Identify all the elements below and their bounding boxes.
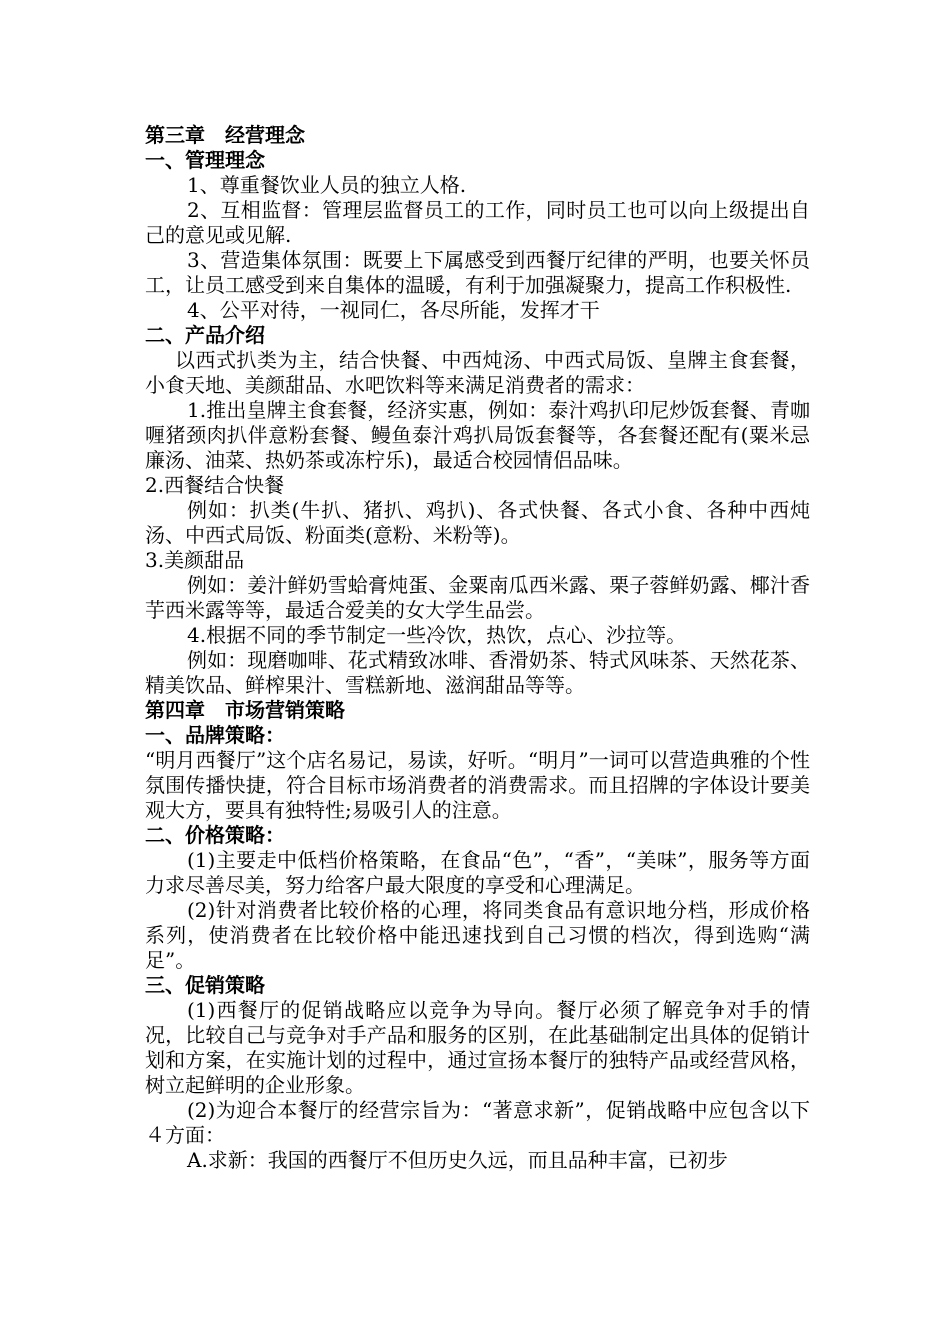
paragraph: 例如：扒类(牛扒、猪扒、鸡扒)、各式快餐、各式小食、各种中西炖汤、中西式局饭、粉面类(意粉、米粉等)。 xyxy=(145,498,810,547)
paragraph: (2)针对消费者比较价格的心理，将同类食品有意识地分档，形成价格系列，使消费者在比较价格中能迅速找到自己习惯的档次，得到选购“满足”。 xyxy=(145,898,810,972)
paragraph: (1)西餐厅的促销战略应以竞争为导向。餐厅必须了解竞争对手的情况，比较自己与竞争对手产品和服务的区别，在此基础制定出具体的促销计划和方案，在实施计划的过程中，通过宣扬本餐厅的独特产品或经营风格，树立起鲜明的企业形象。 xyxy=(145,998,810,1097)
section-price-title: 二、价格策略： xyxy=(145,823,285,847)
paragraph: 例如：现磨咖啡、花式精致冰啡、香滑奶茶、特式风味茶、天然花茶、精美饮品、鲜榨果汁、雪糕新地、滋润甜品等等。 xyxy=(145,648,810,697)
paragraph: (1)主要走中低档价格策略，在食品“色”，“香”，“美味”，服务等方面力求尽善尽美，努力给客户最大限度的享受和心理满足。 xyxy=(145,848,810,897)
paragraph: 例如：姜汁鲜奶雪蛤膏炖蛋、金粟南瓜西米露、栗子蓉鲜奶露、椰汁香芋西米露等等，最适合爱美的女大学生品尝。 xyxy=(145,573,810,622)
paragraph: “明月西餐厅”这个店名易记，易读，好听。“明月”一词可以营造典雅的个性氛围传播快捷，符合目标市场消费者的消费需求。而且招牌的字体设计要美观大方，要具有独特性;易吸引人的注意。 xyxy=(145,748,810,822)
paragraph: 1、尊重餐饮业人员的独立人格. xyxy=(187,173,467,197)
paragraph: 1.推出皇牌主食套餐，经济实惠，例如：泰汁鸡扒印尼炒饭套餐、青咖喱猪颈肉扒伴意粉套餐、鳗鱼泰汁鸡扒局饭套餐等，各套餐还配有(粟米忌廉汤、油菜、热奶茶或冻柠乐)，最适合校园情侣品味。 xyxy=(145,398,810,472)
paragraph: 3.美颜甜品 xyxy=(145,548,245,572)
paragraph: (2)为迎合本餐厅的经营宗旨为：“著意求新”，促销战略中应包含以下４方面： xyxy=(145,1098,810,1147)
paragraph: A.求新：我国的西餐厅不但历史久远，而且品种丰富，已初步 xyxy=(187,1148,728,1172)
section-management-title: 一、管理理念 xyxy=(145,148,265,172)
document-page xyxy=(145,123,810,1173)
paragraph: 2、互相监督：管理层监督员工的工作，同时员工也可以向上级提出自己的意见或见解. xyxy=(145,198,810,247)
paragraph: 2.西餐结合快餐 xyxy=(145,473,285,497)
paragraph: 4、公平对待，一视同仁，各尽所能，发挥才干 xyxy=(187,298,600,322)
paragraph: 3、营造集体氛围：既要上下属感受到西餐厅纪律的严明，也要关怀员工，让员工感受到来自集体的温暖，有利于加强凝聚力，提高工作积极性. xyxy=(145,248,810,297)
chapter4-title: 第四章 市场营销策略 xyxy=(145,698,345,722)
section-promotion-title: 三、促销策略 xyxy=(145,973,265,997)
section-brand-title: 一、品牌策略： xyxy=(145,723,285,747)
chapter3-title: 第三章 经营理念 xyxy=(145,123,305,147)
section-products-title: 二、产品介绍 xyxy=(145,323,265,347)
paragraph: 以西式扒类为主，结合快餐、中西炖汤、中西式局饭、皇牌主食套餐，小食天地、美颜甜品、水吧饮料等来满足消费者的需求： xyxy=(145,348,810,397)
paragraph: 4.根据不同的季节制定一些冷饮，热饮，点心、沙拉等。 xyxy=(187,623,687,647)
